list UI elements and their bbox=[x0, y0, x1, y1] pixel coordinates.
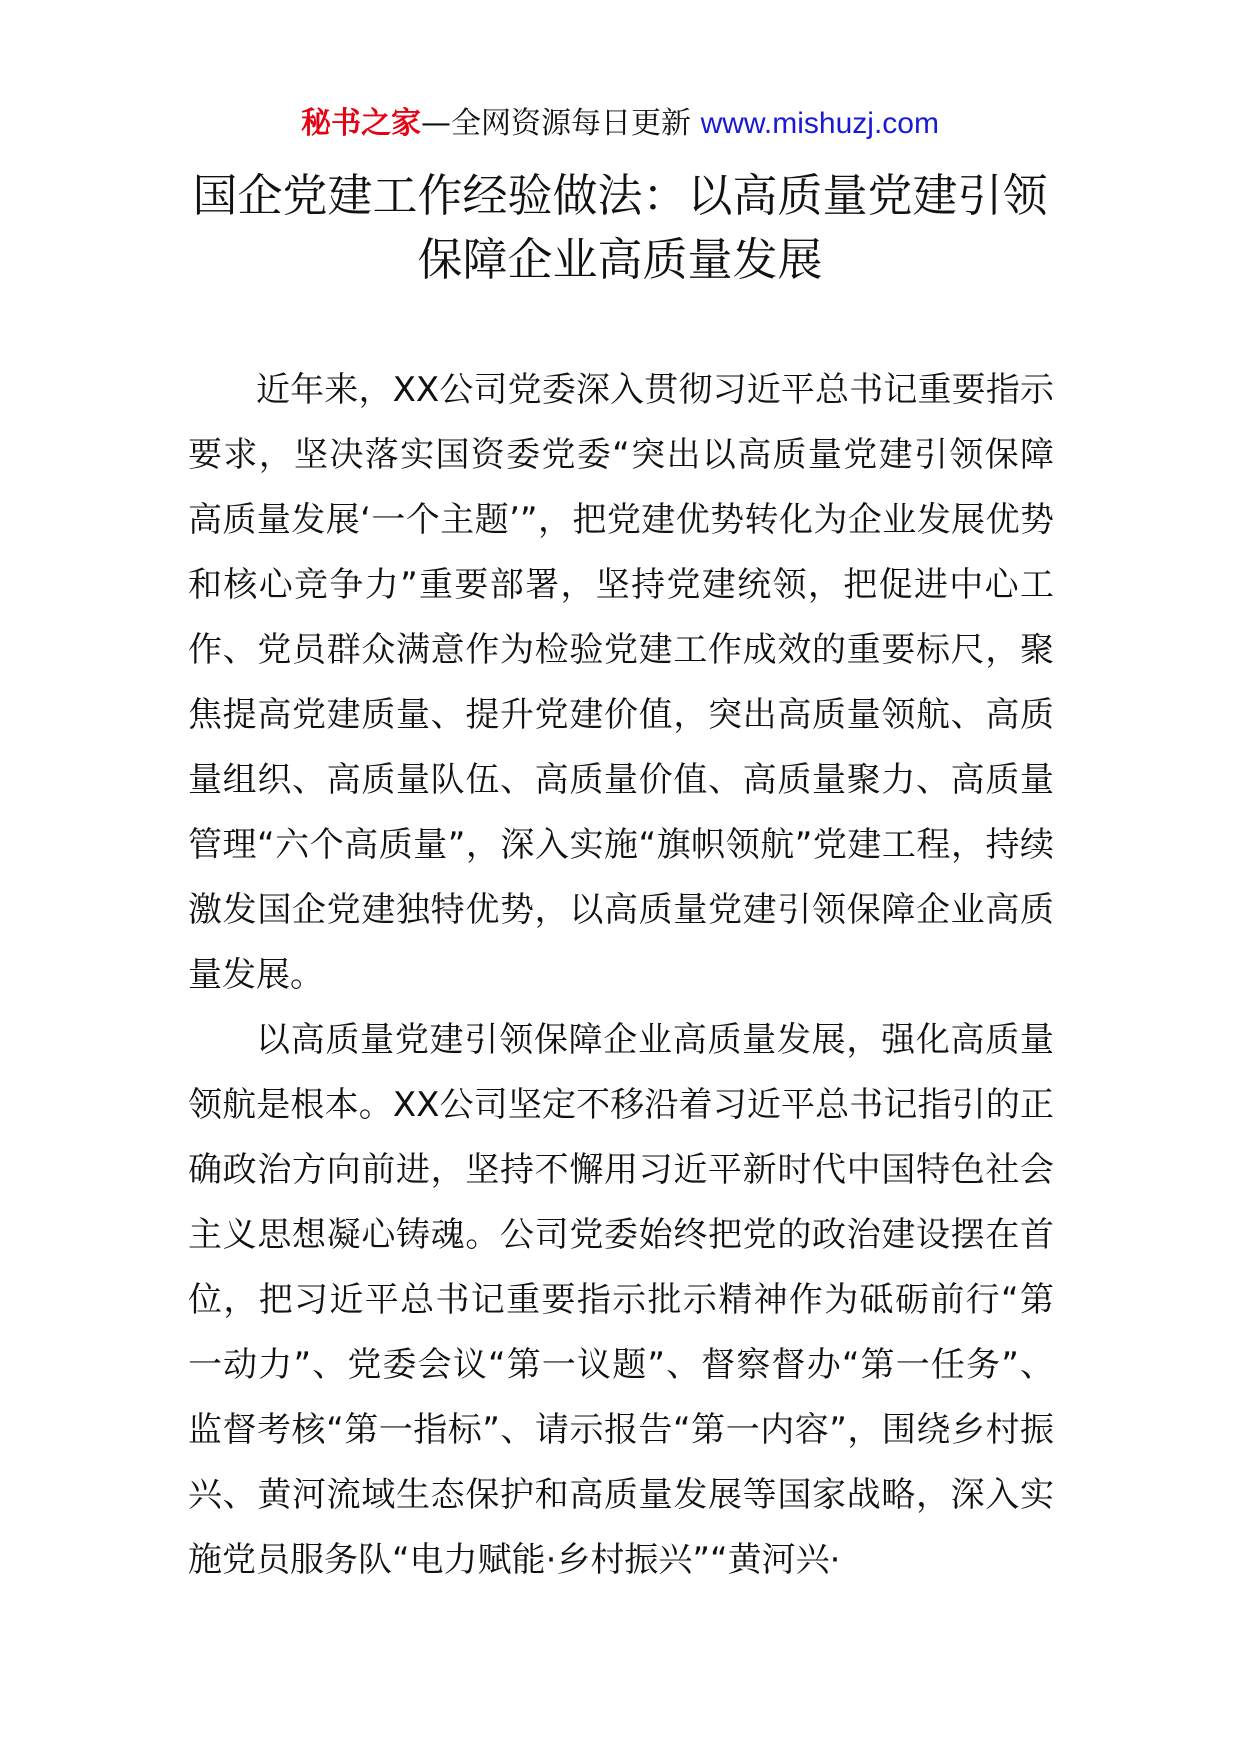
site-url-link[interactable]: www.mishuzj.com bbox=[700, 107, 939, 140]
document-body bbox=[188, 358, 1054, 1593]
body-paragraph-2: 以高质量党建引领保障企业高质量发展，强化高质量领航是根本。XX公司坚定不移沿着习近平总书记指引的正确政治方向前进，坚持不懈用习近平新时代中国特色社会主义思想凝心铸魂。公司党委始终把党的政治建设摆在首位，把习近平总书记重要指示批示精神作为砥砺前行“第一动力”、党委会议“第一议题”、督察督办“第一任务”、监督考核“第一指标”、请示报告“第一内容”，围绕乡村振兴、黄河流域生态保护和高质量发展等国家战略，深入实施党员服务队“电力赋能·乡村振兴”“黄河兴· bbox=[188, 1020, 1054, 1580]
site-header bbox=[0, 104, 1240, 144]
body-paragraph-1: 近年来，XX公司党委深入贯彻习近平总书记重要指示要求，坚决落实国资委党委“突出以高质量党建引领保障高质量发展‘一个主题’”，把党建优势转化为企业发展优势和核心竞争力”重要部署，坚持党建统领，把促进中心工作、党员群众满意作为检验党建工作成效的重要标尺，聚焦提高党建质量、提升党建价值，突出高质量领航、高质量组织、高质量队伍、高质量价值、高质量聚力、高质量管理“六个高质量”，深入实施“旗帜领航”党建工程，持续激发国企党建独特优势，以高质量党建引领保障企业高质量发展。 bbox=[188, 370, 1054, 995]
site-brand: 秘书之家 bbox=[301, 106, 422, 141]
site-tagline: —全网资源每日更新 bbox=[421, 106, 701, 141]
document-title: 国企党建工作经验做法：以高质量党建引领保障企业高质量发展 bbox=[192, 169, 1048, 286]
